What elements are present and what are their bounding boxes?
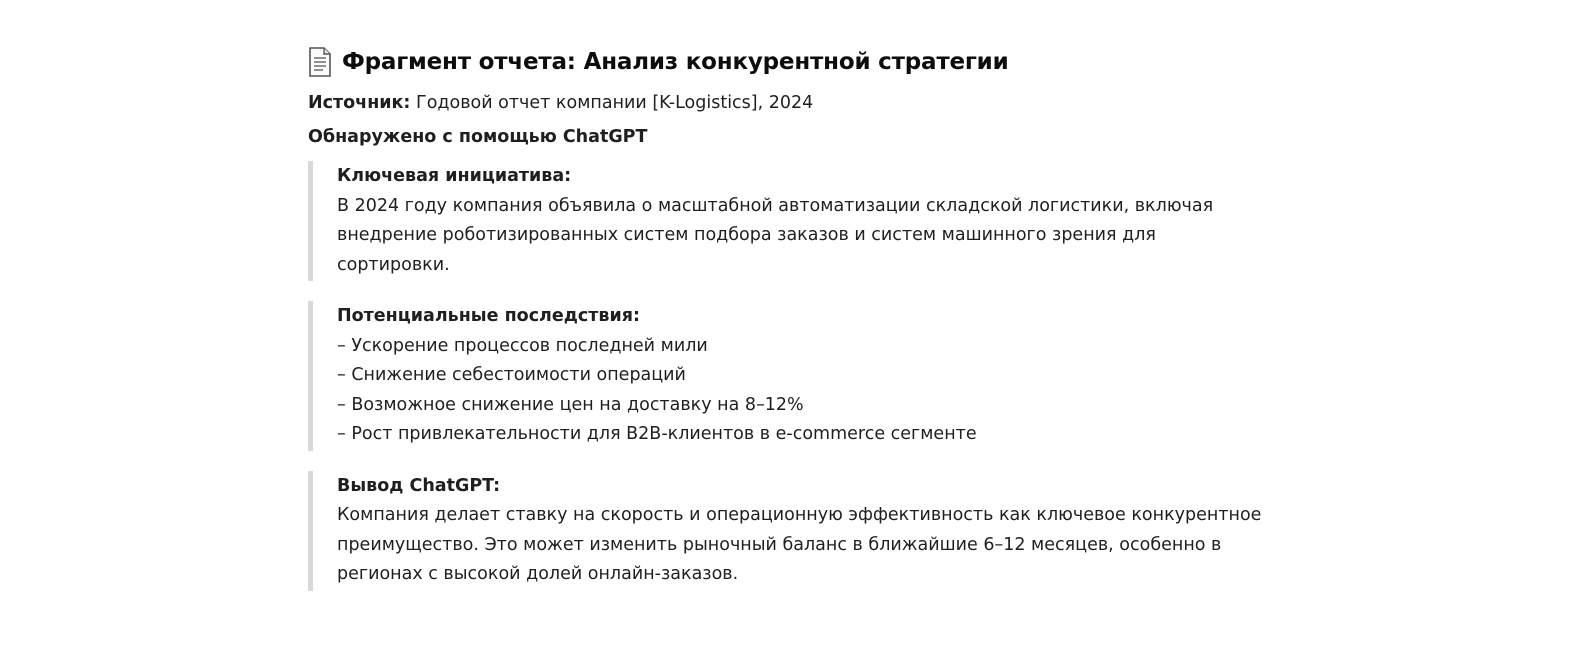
section-key-initiative xyxy=(308,161,1268,281)
section-line: Компания делает ставку на скорость и операционную эффективность как ключевое конкурентное xyxy=(337,505,1262,525)
section-line: преимущество. Это может изменить рыночный баланс в ближайшие 6–12 месяцев, особенно в xyxy=(337,534,1222,555)
source-value: Годовой отчет компании [K-Logistics], 2024 xyxy=(416,93,814,113)
section-heading: Вывод ChatGPT: xyxy=(337,475,501,496)
section-line: сортировки. xyxy=(337,254,450,275)
section-consequences xyxy=(308,301,1268,451)
list-item: – Рост привлекательности для B2B-клиентов в e-commerce сегменте xyxy=(337,424,977,444)
section-heading: Ключевая инициатива: xyxy=(337,166,572,186)
section-conclusion xyxy=(308,471,1268,591)
source-line xyxy=(308,91,1268,115)
page-title-text: Фрагмент отчета: Анализ конкурентной стратегии xyxy=(342,49,1009,75)
report-fragment xyxy=(308,46,1268,611)
source-label: Источник: xyxy=(308,93,411,113)
document-icon xyxy=(308,47,332,77)
section-line: внедрение роботизированных систем подбора заказов и систем машинного зрения для xyxy=(337,225,1156,245)
list-item: – Возможное снижение цен на доставку на 8–12% xyxy=(337,394,804,415)
section-heading: Потенциальные последствия: xyxy=(337,306,640,326)
list-item: – Снижение себестоимости операций xyxy=(337,365,686,385)
section-line: регионах с высокой долей онлайн-заказов. xyxy=(337,564,739,584)
section-line: В 2024 году компания объявила о масштабной автоматизации складской логистики, включая xyxy=(337,195,1214,216)
list-item: – Ускорение процессов последней мили xyxy=(337,335,708,356)
detected-by-line: Обнаружено с помощью ChatGPT xyxy=(308,127,648,147)
page-title xyxy=(308,46,1268,78)
